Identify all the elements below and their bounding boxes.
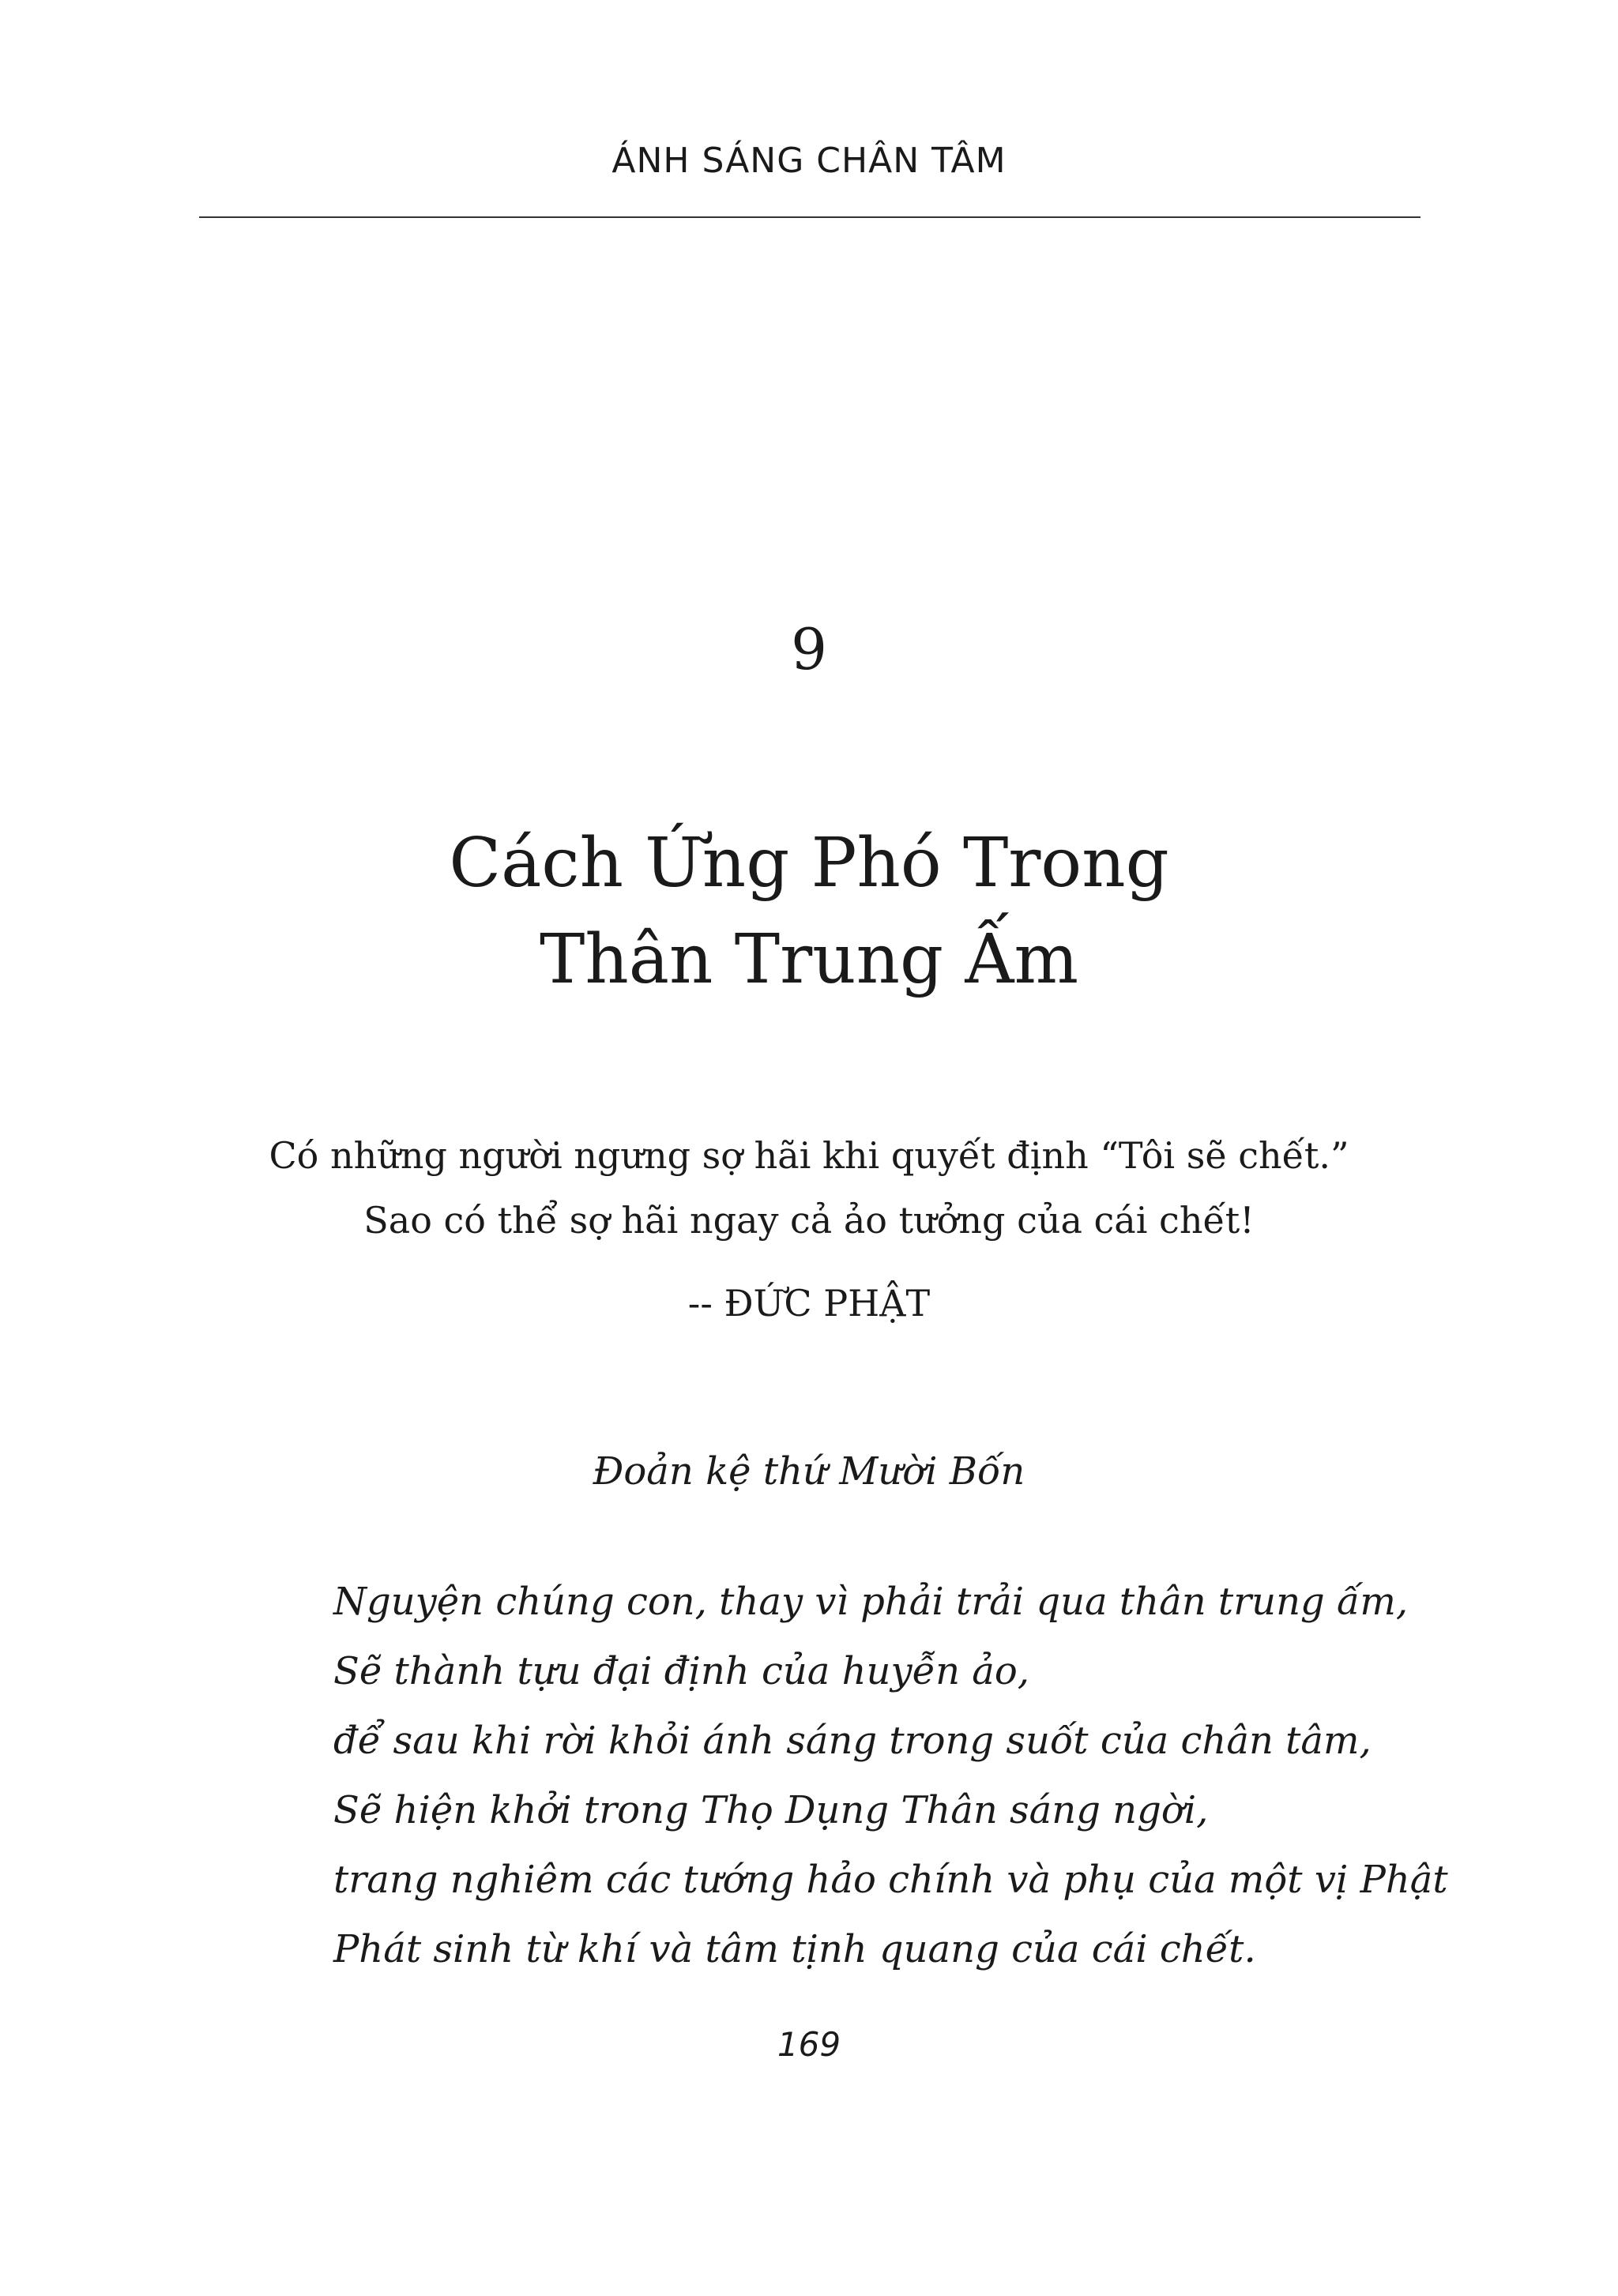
verse-line-6: Phát sinh từ khí và tâm tịnh quang của cái chết. [333, 1927, 1256, 1971]
verse-body [333, 1567, 1455, 1984]
epigraph-line-1: Có những người ngưng sợ hãi khi quyết định “Tôi sẽ chết.” [269, 1134, 1349, 1177]
header-divider [199, 216, 1420, 218]
page-number: 169 [777, 2025, 841, 2064]
verse-line-2: Sẽ thành tựu đại định của huyễn ảo, [333, 1649, 1030, 1693]
chapter-title-line-1: Cách Ứng Phó Trong [449, 824, 1169, 903]
verse-line-5: trang nghiêm các tướng hảo chính và phụ của một vị Phật [333, 1858, 1448, 1902]
chapter-number: 9 [791, 616, 827, 682]
verse-heading: Đoản kệ thứ Mười Bốn [593, 1449, 1025, 1494]
verse-line-4: Sẽ hiện khởi trong Thọ Dụng Thân sáng ngời, [333, 1788, 1209, 1832]
epigraph-attribution: -- ĐỨC PHẬT [687, 1282, 931, 1325]
verse-line-1: Nguyện chúng con, thay vì phải trải qua thân trung ấm, [333, 1580, 1409, 1624]
epigraph-line-2: Sao có thể sợ hãi ngay cả ảo tưởng của cái chết! [363, 1199, 1255, 1242]
chapter-title [0, 815, 1618, 1008]
running-header: ÁNH SÁNG CHÂN TÂM [611, 141, 1007, 181]
verse-line-3: để sau khi rời khỏi ánh sáng trong suốt của chân tâm, [333, 1719, 1372, 1763]
chapter-title-line-2: Thân Trung Ấm [539, 920, 1079, 999]
epigraph-quote [0, 1123, 1618, 1253]
